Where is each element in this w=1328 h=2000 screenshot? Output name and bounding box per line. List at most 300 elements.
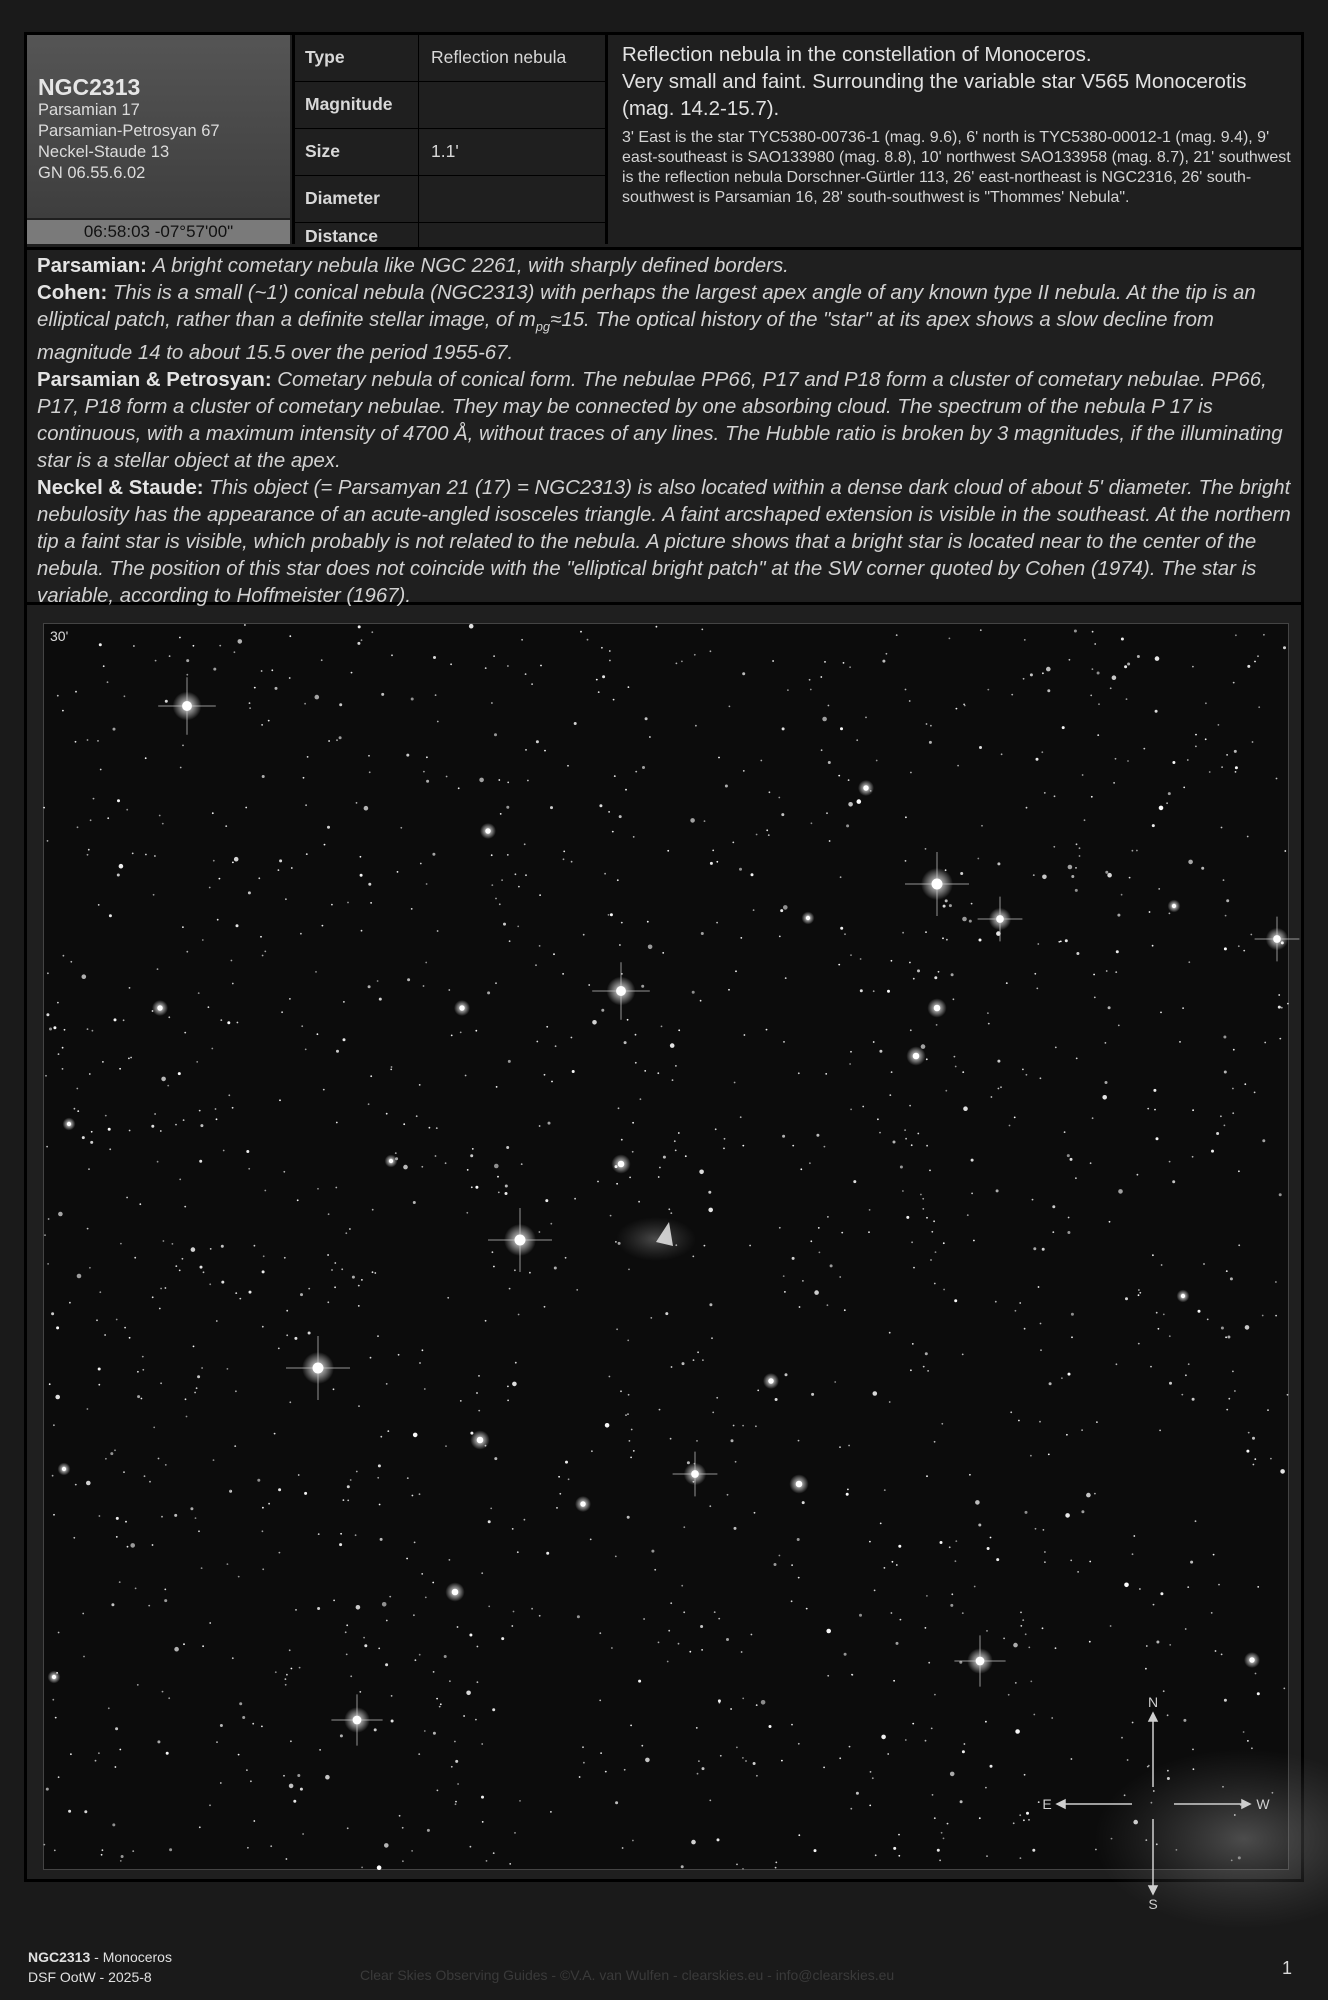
star <box>699 1170 704 1175</box>
star <box>539 1125 541 1127</box>
star <box>112 1823 115 1826</box>
star <box>482 1821 484 1823</box>
star <box>291 1668 293 1670</box>
star <box>730 1708 732 1710</box>
star <box>525 874 527 876</box>
star <box>339 736 342 739</box>
star <box>289 1784 294 1789</box>
star <box>592 1020 597 1025</box>
star <box>1092 668 1094 670</box>
star <box>286 1674 288 1676</box>
star <box>766 1029 768 1031</box>
star <box>632 1840 634 1842</box>
star <box>702 1767 705 1770</box>
star <box>709 1303 712 1306</box>
star <box>967 1214 969 1216</box>
bright-star <box>385 1155 398 1168</box>
star <box>645 717 648 720</box>
star <box>73 1537 75 1539</box>
star <box>105 1458 107 1460</box>
star <box>696 1440 698 1442</box>
star <box>811 1393 814 1396</box>
star-field-image <box>43 623 1289 1912</box>
star <box>756 834 758 836</box>
star <box>625 1414 627 1416</box>
star <box>971 903 973 905</box>
star <box>56 1326 59 1329</box>
star <box>380 1538 383 1541</box>
star <box>110 1452 113 1455</box>
star <box>718 757 720 759</box>
star <box>242 1716 245 1719</box>
star <box>234 1445 236 1447</box>
star <box>1086 1493 1091 1498</box>
star <box>1023 678 1025 680</box>
star <box>779 1555 781 1557</box>
star <box>1044 792 1046 794</box>
star <box>657 1072 659 1074</box>
star <box>712 1412 714 1414</box>
star <box>232 1107 234 1109</box>
star <box>1110 687 1112 689</box>
star <box>512 1382 517 1387</box>
note-text: Cometary nebula of conical form. The nebulae PP66, P17 and P18 form a cluster of cometary nebulae. PP66, P17, P18 form a cluster of cometary nebulae. They may be connected by one absorbing cloud. The spectrum of the nebula P 17 is continuous, with a maximum intensity of 4700 Å, without traces of any lines. The Hubble ratio is broken by 3 magnitudes, if the illuminating star is a stellar object at the apex. <box>37 369 1283 473</box>
star <box>389 1596 391 1598</box>
star <box>627 1340 629 1342</box>
star <box>475 1030 477 1032</box>
star <box>99 1291 101 1293</box>
star <box>848 1445 850 1447</box>
star <box>51 1312 54 1315</box>
star <box>1065 939 1068 942</box>
star <box>1257 1586 1259 1588</box>
star <box>202 1645 204 1647</box>
star <box>487 991 490 994</box>
star <box>1070 1560 1072 1562</box>
bright-star <box>331 1694 382 1745</box>
star <box>751 1634 753 1636</box>
star <box>1105 1081 1108 1084</box>
star <box>761 1700 766 1705</box>
star <box>193 645 195 647</box>
star <box>1026 1074 1028 1076</box>
star <box>55 1395 60 1400</box>
star <box>1106 970 1108 972</box>
star <box>470 1154 473 1157</box>
star <box>840 927 843 930</box>
star <box>368 985 371 988</box>
bright-star <box>575 1496 591 1512</box>
note-subscript: pg <box>535 319 551 335</box>
star <box>681 661 683 663</box>
star <box>1207 1319 1209 1321</box>
star <box>850 1808 852 1810</box>
star <box>249 1291 252 1294</box>
star <box>164 1589 166 1591</box>
star <box>941 1423 943 1425</box>
star <box>406 1558 408 1560</box>
star <box>716 922 718 924</box>
star <box>934 1817 936 1819</box>
star <box>1092 1117 1094 1119</box>
star <box>261 1726 263 1728</box>
star <box>1195 746 1197 748</box>
star <box>1221 827 1223 829</box>
star <box>710 862 713 865</box>
star <box>929 741 932 744</box>
star <box>506 806 509 809</box>
star <box>945 1090 947 1092</box>
star <box>609 650 611 652</box>
star <box>902 932 904 934</box>
star <box>144 1475 146 1477</box>
star <box>130 1057 132 1059</box>
star <box>1221 766 1223 768</box>
star <box>949 638 951 640</box>
star <box>1192 1398 1195 1401</box>
star <box>725 785 728 788</box>
star <box>846 1493 849 1496</box>
star <box>930 1259 932 1261</box>
star <box>1138 1289 1140 1291</box>
star <box>1020 1857 1022 1859</box>
star <box>347 1827 349 1829</box>
star <box>382 1602 387 1607</box>
star <box>102 1849 104 1851</box>
star <box>99 643 102 646</box>
star <box>689 1651 691 1653</box>
star <box>1262 1139 1265 1142</box>
star <box>357 642 360 645</box>
note-author: Parsamian <box>37 255 141 277</box>
star <box>946 939 948 941</box>
star <box>157 968 159 970</box>
star <box>576 1289 578 1291</box>
star <box>798 1072 800 1074</box>
star <box>622 1847 624 1849</box>
star <box>501 879 503 881</box>
star <box>427 1829 430 1832</box>
star <box>70 1753 72 1755</box>
star <box>917 969 920 972</box>
compass-south-label: S <box>1148 1896 1158 1912</box>
star <box>54 1850 56 1852</box>
star <box>429 1127 431 1129</box>
star <box>802 1501 805 1504</box>
star <box>926 723 928 725</box>
star <box>873 1041 875 1043</box>
star <box>962 1750 965 1753</box>
star <box>678 1132 680 1134</box>
star <box>295 1609 297 1611</box>
star <box>299 1667 301 1669</box>
star <box>246 1150 249 1153</box>
star <box>800 1168 802 1170</box>
star <box>407 978 410 981</box>
star <box>610 1215 612 1217</box>
star <box>857 799 862 804</box>
star <box>308 1332 311 1335</box>
star <box>1254 1458 1256 1460</box>
star <box>1014 1117 1016 1119</box>
star <box>165 700 168 703</box>
star <box>1049 1382 1052 1385</box>
star <box>43 1844 45 1846</box>
star <box>1232 1088 1234 1090</box>
star <box>361 639 363 641</box>
bright-star <box>1168 900 1181 913</box>
star <box>1071 1336 1073 1338</box>
star <box>695 725 697 727</box>
star <box>609 1376 611 1378</box>
star <box>910 772 912 774</box>
star <box>347 902 349 904</box>
star <box>179 637 181 639</box>
star <box>159 1308 161 1310</box>
star <box>108 1707 110 1709</box>
star <box>544 1306 546 1308</box>
star <box>84 1810 87 1813</box>
star <box>209 1283 211 1285</box>
star <box>254 1245 256 1247</box>
star <box>370 1357 372 1359</box>
star <box>1091 796 1093 798</box>
star <box>1234 750 1237 753</box>
star <box>987 1547 990 1550</box>
star <box>160 1382 162 1384</box>
star <box>279 1099 281 1101</box>
star <box>1262 1315 1264 1317</box>
star <box>943 905 946 908</box>
star <box>340 1533 342 1535</box>
description-line-1: Reflection nebula in the constellation of Monoceros. <box>622 43 1092 66</box>
star <box>129 1130 131 1132</box>
footer-object: NGC2313 <box>28 1949 91 1965</box>
star <box>1018 1420 1020 1422</box>
object-sheet <box>24 32 1304 1912</box>
star <box>1169 1644 1171 1646</box>
star <box>1152 945 1154 947</box>
star <box>920 1194 922 1196</box>
alias-3: Neckel-Staude 13 <box>38 143 170 161</box>
star <box>234 651 236 653</box>
star <box>1036 988 1038 990</box>
star <box>555 1045 557 1047</box>
star <box>1097 672 1100 675</box>
star <box>261 670 263 672</box>
star <box>98 1752 100 1754</box>
star <box>874 1590 876 1592</box>
star <box>62 1047 64 1049</box>
star <box>1046 667 1051 672</box>
star <box>1093 974 1095 976</box>
star <box>317 1607 320 1610</box>
star <box>123 1019 125 1021</box>
star <box>1041 751 1043 753</box>
star <box>828 761 831 764</box>
star <box>1013 1643 1018 1648</box>
star <box>974 1586 976 1588</box>
star <box>252 1723 254 1725</box>
star <box>460 1032 462 1034</box>
star <box>509 1288 511 1290</box>
star <box>186 1416 188 1418</box>
star <box>630 1725 632 1727</box>
star <box>822 717 827 722</box>
star <box>97 740 99 742</box>
star <box>708 1191 711 1194</box>
star <box>1232 1112 1234 1114</box>
star <box>406 754 409 757</box>
star <box>211 1048 213 1050</box>
star <box>378 1464 381 1467</box>
star <box>216 1118 218 1120</box>
star <box>1169 913 1171 915</box>
star <box>830 1264 833 1267</box>
star <box>859 1614 862 1617</box>
star <box>517 926 519 928</box>
star <box>1160 1012 1162 1014</box>
star <box>709 1800 711 1802</box>
star <box>826 812 828 814</box>
star <box>418 1753 420 1755</box>
star <box>114 1449 116 1451</box>
star <box>1035 1528 1037 1530</box>
star <box>810 1240 812 1242</box>
star <box>248 1168 250 1170</box>
star <box>1062 726 1065 729</box>
star <box>1226 1270 1228 1272</box>
star <box>517 1551 519 1553</box>
star <box>838 964 840 966</box>
star <box>262 775 265 778</box>
star <box>57 1002 59 1004</box>
star <box>772 660 774 662</box>
star <box>784 1291 786 1293</box>
star <box>297 1774 300 1777</box>
note-author: Cohen <box>37 282 101 304</box>
star <box>964 1743 966 1745</box>
star <box>1055 1647 1057 1649</box>
star <box>196 1061 198 1063</box>
star <box>460 1400 462 1402</box>
star <box>846 824 849 827</box>
star <box>668 1208 670 1210</box>
star <box>239 1702 242 1705</box>
star <box>827 1675 829 1677</box>
star <box>726 1638 729 1641</box>
bright-star <box>48 1671 61 1684</box>
star <box>1156 1312 1158 1314</box>
star <box>1065 1513 1070 1518</box>
star <box>49 1383 51 1385</box>
star <box>149 1481 151 1483</box>
star <box>583 1762 585 1764</box>
star-field <box>44 624 1288 1912</box>
star <box>1235 771 1237 773</box>
star <box>838 775 840 777</box>
star <box>1158 888 1160 890</box>
star <box>384 1843 389 1848</box>
star <box>153 894 155 896</box>
star <box>213 860 215 862</box>
star <box>361 930 363 932</box>
star <box>1094 997 1096 999</box>
star <box>544 1074 546 1076</box>
star <box>809 1162 811 1164</box>
star <box>1039 1421 1041 1423</box>
star <box>567 765 569 767</box>
star <box>732 842 734 844</box>
star <box>681 1865 684 1868</box>
star <box>942 937 944 939</box>
star <box>986 1855 988 1857</box>
star <box>458 787 460 789</box>
star <box>1253 1464 1255 1466</box>
star <box>869 1209 871 1211</box>
star <box>515 873 517 875</box>
star <box>1243 950 1245 952</box>
star <box>829 840 831 842</box>
star <box>77 1110 79 1112</box>
star <box>158 1458 160 1460</box>
star <box>1281 1007 1283 1009</box>
star <box>386 1113 388 1115</box>
star <box>755 1425 757 1427</box>
star <box>799 1306 801 1308</box>
star <box>451 1035 453 1037</box>
property-key: Distance <box>295 223 419 248</box>
star <box>565 1461 568 1464</box>
star <box>289 1649 291 1651</box>
star <box>672 1079 674 1081</box>
star <box>574 722 577 725</box>
star <box>68 1810 71 1813</box>
star <box>991 1096 993 1098</box>
star <box>869 1541 871 1543</box>
star <box>157 1161 159 1163</box>
star <box>718 1618 720 1620</box>
note-text: This object (= Parsamyan 21 (17) = NGC2313) is also located within a dense dark cloud of about 5' diameter. The bright nebulosity has the appearance of an acute-angled isosceles triangle. A faint arcshaped extension is visible in the southeast. At the northern tip a faint star is visible, which probably is not related to the nebula. A picture shows that a bright star is located near to the center of the nebula. The position of this star does not coincide with the "elliptical bright patch" at the SW corner quoted by Cohen (1974). The star is variable, according to Hoffmeister (1967). <box>37 477 1291 608</box>
star <box>481 1572 483 1574</box>
star <box>62 710 64 712</box>
star <box>1188 860 1193 865</box>
star <box>630 1457 632 1459</box>
star <box>1195 1520 1197 1522</box>
star <box>1192 1109 1194 1111</box>
compass-north-label: N <box>1147 1694 1159 1710</box>
star <box>455 1801 457 1803</box>
star <box>935 1251 937 1253</box>
star <box>264 1190 266 1192</box>
star <box>825 1073 827 1075</box>
star <box>941 1832 943 1834</box>
star <box>621 1139 623 1141</box>
star <box>1152 824 1155 827</box>
star <box>264 951 266 953</box>
star <box>951 1593 953 1595</box>
star <box>860 989 863 992</box>
star <box>913 978 915 980</box>
star <box>457 1626 459 1628</box>
star <box>873 990 875 992</box>
star <box>978 1524 981 1527</box>
star <box>881 1735 886 1740</box>
star <box>926 1475 928 1477</box>
star <box>75 691 77 693</box>
star <box>527 780 529 782</box>
star <box>377 1477 379 1479</box>
